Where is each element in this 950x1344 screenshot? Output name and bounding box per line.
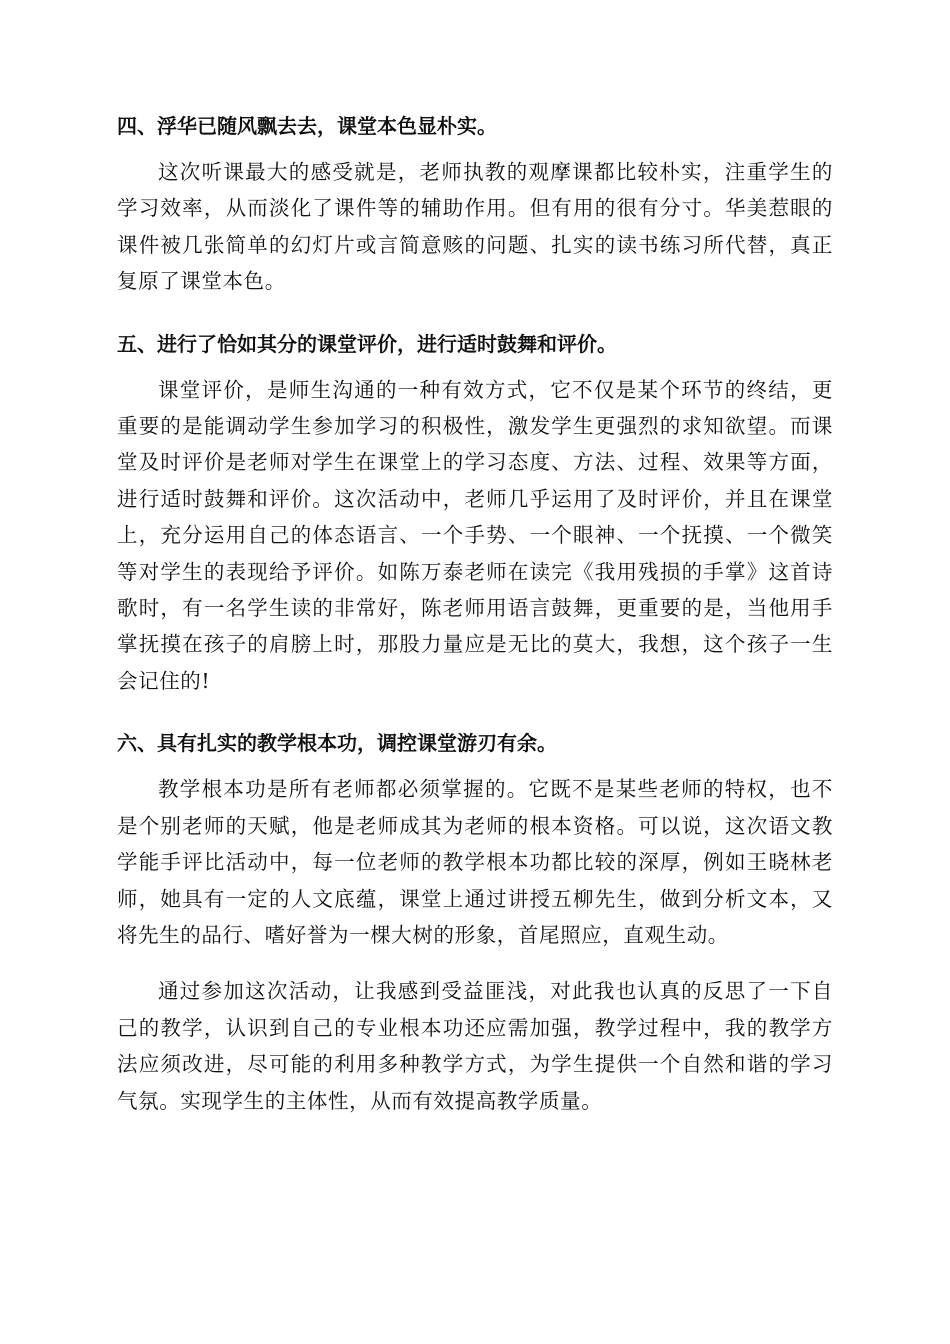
section-5 <box>117 326 833 700</box>
body-paragraph: 通过参加这次活动，让我感到受益匪浅，对此我也认真的反思了一下自己的教学，认识到自己的专业根本功还应需加强，教学过程中，我的教学方法应须改进，尽可能的利用多种教学方式，为学生提供一个自然和谐的学习气氛。实现学生的主体性，从而有效提高教学质量。 <box>117 979 833 1113</box>
document-page <box>117 108 833 1139</box>
body-paragraph: 教学根本功是所有老师都必须掌握的。它既不是某些老师的特权，也不是个别老师的天赋，他是老师成其为老师的根本资格。可以说，这次语文教学能手评比活动中，每一位老师的教学根本功都比较的深厚，例如王晓林老师，她具有一定的人文底蕴，课堂上通过讲授五柳先生，做到分析文本，又将先生的品行、嗜好誉为一棵大树的形象，首尾照应，直观生动。 <box>117 777 833 947</box>
section-heading: 六、具有扎实的教学根本功，调控课堂游刃有余。 <box>117 731 557 756</box>
body-paragraph: 这次听课最大的感受就是，老师执教的观摩课都比较朴实，注重学生的学习效率，从而淡化了课件等的辅助作用。但有用的很有分寸。华美惹眼的课件被几张简单的幻灯片或言简意赅的问题、扎实的读书练习所代替，真正复原了课堂本色。 <box>117 160 833 294</box>
section-6 <box>117 725 833 1119</box>
section-heading: 五、进行了恰如其分的课堂评价，进行适时鼓舞和评价。 <box>117 331 617 356</box>
section-4 <box>117 108 833 300</box>
body-paragraph: 课堂评价，是师生沟通的一种有效方式，它不仅是某个环节的终结，更重要的是能调动学生参加学习的积极性，激发学生更强烈的求知欲望。而课堂及时评价是老师对学生在课堂上的学习态度、方法、过程、效果等方面，进行适时鼓舞和评价。这次活动中，老师几乎运用了及时评价，并且在课堂上，充分运用自己的体态语言、一个手势、一个眼神、一个抚摸、一个微笑等对学生的表现给予评价。如陈万泰老师在读完《我用残损的手掌》这首诗歌时，有一名学生读的非常好，陈老师用语言鼓舞，更重要的是，当他用手掌抚摸在孩子的肩膀上时，那股力量应是无比的莫大，我想，这个孩子一生会记住的! <box>117 377 833 693</box>
section-heading: 四、浮华已随风飘去去，课堂本色显朴实。 <box>117 114 497 138</box>
